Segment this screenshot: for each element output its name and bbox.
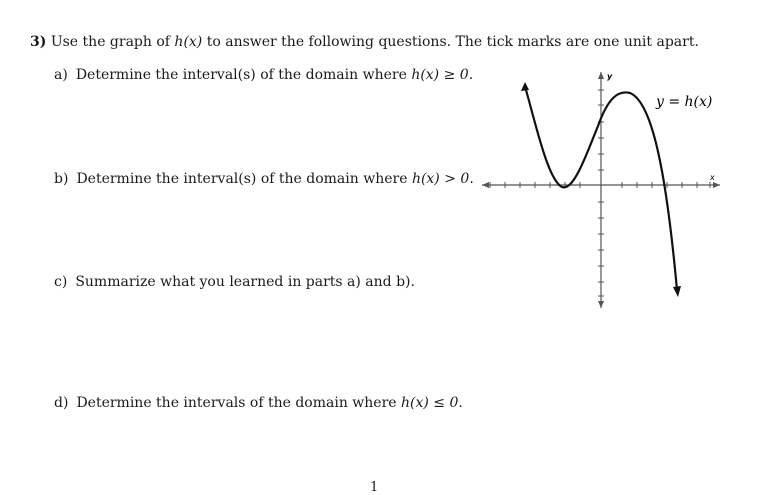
question-heading	[30, 34, 699, 50]
part-a	[54, 67, 473, 83]
part-d-letter: d)	[54, 395, 69, 411]
part-a-math: h(x) ≥ 0	[411, 67, 469, 83]
page-number: 1	[370, 480, 379, 495]
curve-left-arrow	[521, 82, 529, 91]
part-a-text: Determine the interval(s) of the domain where	[75, 67, 412, 83]
part-c-letter: c)	[54, 274, 68, 290]
x-axis-label: x	[710, 173, 715, 182]
question-number: 3)	[30, 34, 47, 50]
part-b-letter: b)	[54, 171, 69, 187]
part-b-math: h(x) > 0	[411, 171, 470, 187]
part-d-end: .	[458, 395, 463, 411]
y-axis-label: y	[607, 72, 613, 81]
part-d-text: Determine the intervals of the domain where	[76, 395, 402, 411]
question-text-after: to answer the following questions. The tick marks are one unit apart.	[202, 34, 699, 50]
question-text-before: Use the graph of	[50, 34, 175, 50]
curve-right-arrow	[673, 286, 681, 297]
x-axis-left-arrow	[482, 182, 489, 188]
function-graph	[470, 60, 740, 310]
part-b-end: .	[469, 171, 474, 187]
question-function: h(x)	[174, 34, 203, 50]
part-a-end: .	[468, 67, 474, 83]
y-axis-up-arrow	[598, 72, 604, 79]
x-axis-right-arrow	[713, 182, 720, 188]
y-axis-down-arrow	[598, 301, 604, 308]
curve-label: y = h(x)	[656, 94, 713, 110]
part-c-text: Summarize what you learned in parts a) and b).	[75, 274, 415, 290]
part-b	[54, 171, 474, 187]
part-d-math: h(x) ≤ 0	[401, 395, 459, 411]
part-a-letter: a)	[54, 67, 68, 83]
part-d	[54, 395, 463, 411]
part-c	[54, 274, 415, 290]
part-b-text: Determine the interval(s) of the domain where	[76, 171, 412, 187]
